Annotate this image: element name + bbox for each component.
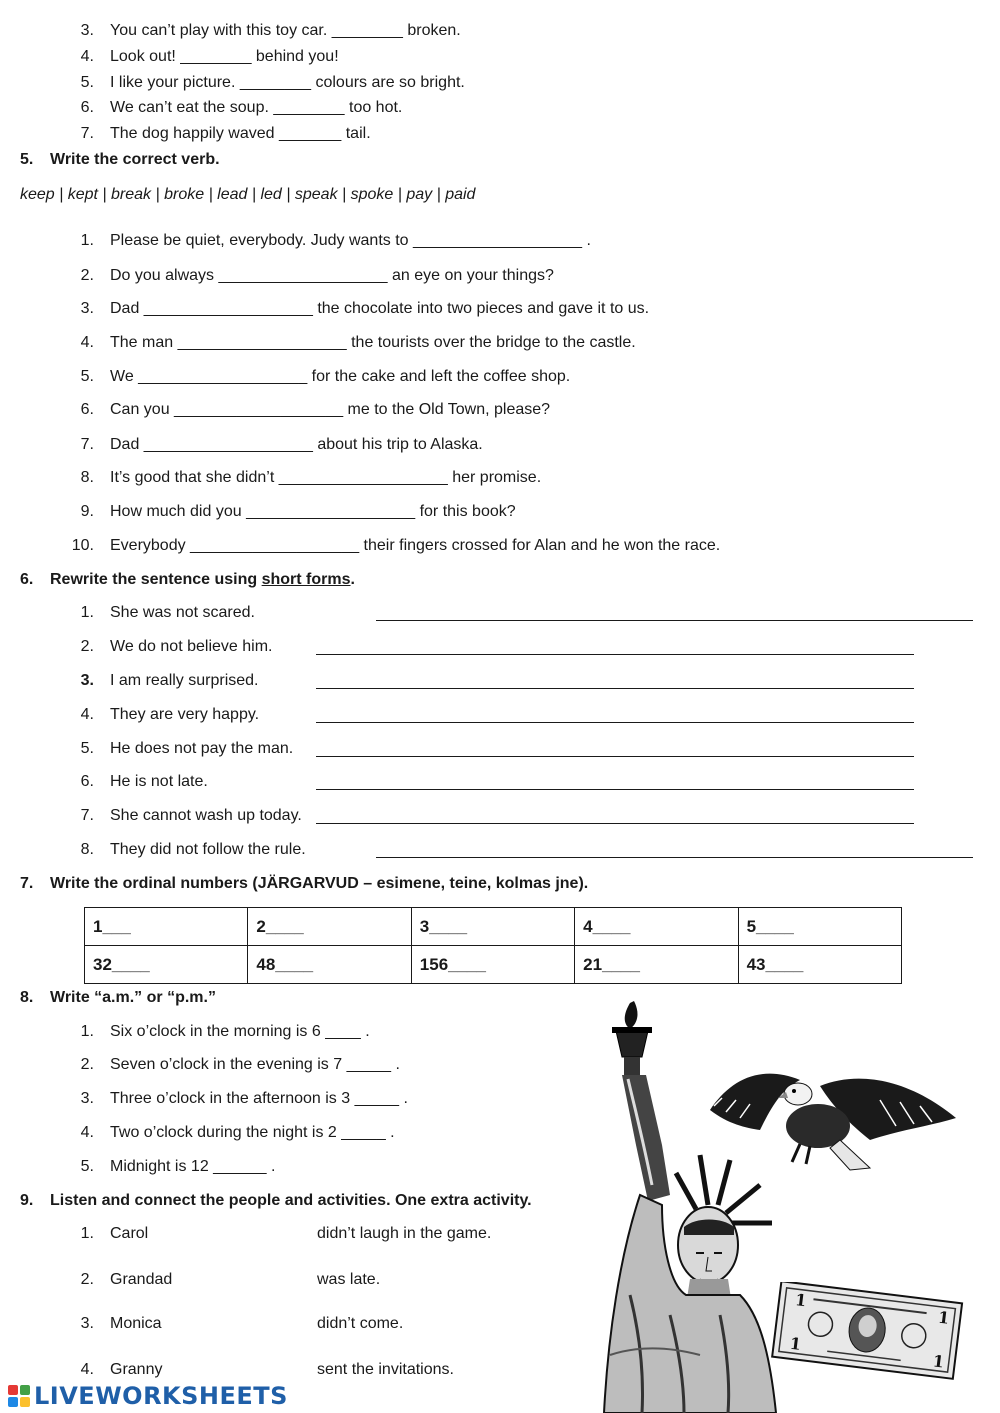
answer-line[interactable] <box>316 688 914 689</box>
table-cell[interactable]: 4____ <box>575 908 738 946</box>
section-title: Listen and connect the people and activities. One extra activity. <box>50 1192 532 1209</box>
sentence: They are very happy. <box>110 706 260 723</box>
sentence: I like your picture. ________ colours are so bright. <box>110 74 465 91</box>
section-title: Write “a.m.” or “p.m.” <box>50 989 216 1006</box>
activity[interactable]: sent the invitations. <box>317 1361 454 1378</box>
table-cell[interactable]: 1___ <box>85 908 248 946</box>
answer-line[interactable] <box>316 789 914 790</box>
svg-text:1: 1 <box>931 1351 946 1372</box>
list-number: 1. <box>80 604 94 621</box>
activity[interactable]: didn’t come. <box>317 1315 404 1332</box>
answer-line[interactable] <box>316 823 914 824</box>
sentence: You can’t play with this toy car. ________ broken. <box>110 22 461 39</box>
sentence: Dad ___________________ about his trip to Alaska. <box>110 436 483 453</box>
sentence: Please be quiet, everybody. Judy wants to ___________________ . <box>110 232 591 249</box>
table-cell[interactable]: 43____ <box>738 946 901 984</box>
activity[interactable]: was late. <box>317 1271 381 1288</box>
list-number: 1. <box>80 232 94 249</box>
list-number: 3. <box>80 1090 94 1107</box>
list-number: 1. <box>80 1225 94 1242</box>
person-name[interactable]: Monica <box>110 1315 162 1332</box>
title-part: . <box>350 571 355 588</box>
sentence: Dad ___________________ the chocolate into two pieces and gave it to us. <box>110 300 650 317</box>
eagle-image <box>700 1040 960 1180</box>
sentence: She was not scared. <box>110 604 255 621</box>
section-number: 8. <box>20 989 34 1006</box>
table-cell[interactable]: 5____ <box>738 908 901 946</box>
sentence: Six o’clock in the morning is 6 ____ . <box>110 1023 370 1040</box>
sentence: He does not pay the man. <box>110 740 294 757</box>
section-title <box>50 570 355 590</box>
list-number: 7. <box>80 436 94 453</box>
list-number: 5. <box>80 368 94 385</box>
list-number: 1. <box>80 1023 94 1040</box>
list-number: 3. <box>80 300 94 317</box>
section-title: Write the correct verb. <box>50 151 220 168</box>
answer-line[interactable] <box>376 857 973 858</box>
svg-text:1: 1 <box>937 1307 951 1328</box>
sentence: I am really surprised. <box>110 672 259 689</box>
title-underlined: short forms <box>261 571 351 588</box>
sentence: Two o’clock during the night is 2 _____ . <box>110 1124 395 1141</box>
logo-squares-icon <box>8 1385 30 1407</box>
table-cell[interactable]: 32____ <box>85 946 248 984</box>
list-number: 2. <box>80 267 94 284</box>
list-number: 5. <box>80 740 94 757</box>
table-cell[interactable]: 21____ <box>575 946 738 984</box>
svg-text:1: 1 <box>788 1333 803 1354</box>
sentence: How much did you ___________________ for this book? <box>110 503 516 520</box>
answer-line[interactable] <box>316 756 914 757</box>
dollar-bill-image <box>770 1282 965 1380</box>
table-cell[interactable]: 2____ <box>248 908 411 946</box>
list-number: 10. <box>71 537 94 554</box>
list-number: 5. <box>80 1158 94 1175</box>
section-title: Write the ordinal numbers (JÄRGARVUD – esimene, teine, kolmas jne). <box>50 875 589 892</box>
list-number: 4. <box>80 334 94 351</box>
section-number: 9. <box>20 1192 34 1209</box>
list-number: 4. <box>80 48 94 65</box>
answer-line[interactable] <box>376 620 973 621</box>
list-number: 7. <box>80 807 94 824</box>
sentence: We ___________________ for the cake and left the coffee shop. <box>110 368 571 385</box>
ordinal-table <box>84 907 902 984</box>
list-number: 3. <box>80 1315 94 1332</box>
section-number: 7. <box>20 875 34 892</box>
person-name[interactable]: Grandad <box>110 1271 173 1288</box>
list-number: 4. <box>80 1124 94 1141</box>
sentence: She cannot wash up today. <box>110 807 302 824</box>
answer-line[interactable] <box>316 654 914 655</box>
list-number: 6. <box>80 773 94 790</box>
list-number: 2. <box>80 1056 94 1073</box>
list-number: 6. <box>80 99 94 116</box>
word-bank: keep | kept | break | broke | lead | led | speak | spoke | pay | paid <box>20 186 476 203</box>
section-number: 5. <box>20 151 34 168</box>
section-number: 6. <box>20 571 34 588</box>
list-number: 4. <box>80 1361 94 1378</box>
person-name[interactable]: Carol <box>110 1225 149 1242</box>
sentence: They did not follow the rule. <box>110 841 306 858</box>
sentence: We can’t eat the soup. ________ too hot. <box>110 99 403 116</box>
logo-text: LIVEWORKSHEETS <box>34 1382 288 1410</box>
sentence: Midnight is 12 ______ . <box>110 1158 276 1175</box>
sentence: Do you always ___________________ an eye on your things? <box>110 267 554 284</box>
list-number: 4. <box>80 706 94 723</box>
list-number: 3. <box>80 672 94 689</box>
list-number: 5. <box>80 74 94 91</box>
title-part: Rewrite the sentence using <box>50 571 262 588</box>
sentence: Look out! ________ behind you! <box>110 48 339 65</box>
list-number: 8. <box>80 841 94 858</box>
sentence: We do not believe him. <box>110 638 273 655</box>
sentence: It’s good that she didn’t ___________________ her promise. <box>110 469 542 486</box>
table-cell[interactable]: 3____ <box>411 908 574 946</box>
sentence: Everybody ___________________ their fingers crossed for Alan and he won the race. <box>110 537 721 554</box>
sentence: The man ___________________ the tourists over the bridge to the castle. <box>110 334 636 351</box>
liveworksheets-logo[interactable] <box>8 1383 288 1409</box>
sentence: Can you ___________________ me to the Old Town, please? <box>110 401 551 418</box>
list-number: 7. <box>80 125 94 142</box>
list-number: 2. <box>80 1271 94 1288</box>
list-number: 3. <box>80 22 94 39</box>
answer-line[interactable] <box>316 722 914 723</box>
sentence: The dog happily waved _______ tail. <box>110 125 371 142</box>
table-cell[interactable]: 48____ <box>248 946 411 984</box>
svg-text:1: 1 <box>794 1290 808 1311</box>
sentence: Three o’clock in the afternoon is 3 _____ . <box>110 1090 408 1107</box>
list-number: 2. <box>80 638 94 655</box>
list-number: 9. <box>80 503 94 520</box>
table-row <box>85 908 902 946</box>
table-row <box>85 946 902 984</box>
sentence: He is not late. <box>110 773 208 790</box>
activity[interactable]: didn’t laugh in the game. <box>317 1225 492 1242</box>
list-number: 8. <box>80 469 94 486</box>
sentence: Seven o’clock in the evening is 7 _____ . <box>110 1056 400 1073</box>
list-number: 6. <box>80 401 94 418</box>
table-cell[interactable]: 156____ <box>411 946 574 984</box>
person-name[interactable]: Granny <box>110 1361 163 1378</box>
